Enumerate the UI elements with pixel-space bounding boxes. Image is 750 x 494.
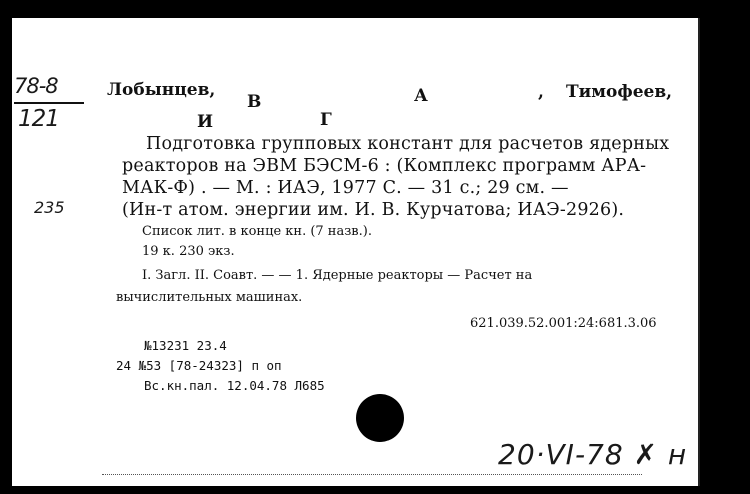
title-line-4: (Ин-т атом. энергии им. И. В. Курчатова; ИАЭ-2926).: [122, 200, 625, 220]
title-line-3: МАК-Ф) . — М. : ИАЭ, 1977 С. — 31 с.; 29 см. —: [122, 178, 569, 198]
author-initial-v: В: [247, 92, 262, 112]
coauthor-surname: Тимофеев,: [566, 82, 673, 102]
registration-line-3: Вс.кн.пал. 12.04.78 Л685: [144, 378, 325, 393]
coauthor-initial-i: И: [197, 112, 214, 132]
date-handwritten: 20·VI-78 ✗ н: [498, 438, 688, 471]
card-bottom-edge: [102, 474, 642, 475]
registration-line-1: №13231 23.4: [144, 338, 227, 353]
shelf-mark-top: 78-8: [14, 74, 58, 98]
tracing-line-1: I. Загл. II. Соавт. — — 1. Ядерные реакторы — Расчет на: [142, 268, 533, 283]
tracing-line-2: вычислительных машинах.: [116, 290, 303, 305]
price-edition-note: 19 к. 230 экз.: [142, 244, 235, 259]
shelf-mark-bottom: 121: [18, 106, 59, 132]
shelf-mark-divider: [14, 102, 84, 104]
udc-code: 621.039.52.001:24:681.3.06: [470, 316, 657, 331]
registration-line-2: 24 №53 [78-24323] п оп: [116, 358, 282, 373]
punch-hole: [356, 394, 404, 442]
bibliography-note: Список лит. в конце кн. (7 назв.).: [142, 224, 372, 239]
author-surname: Лобынцев,: [107, 80, 216, 100]
title-line-2: реакторов на ЭВМ БЭСМ-6 : (Комплекс программ АРА-: [122, 156, 647, 176]
author-comma: ,: [538, 82, 544, 102]
title-line-1: Подготовка групповых констант для расчетов ядерных: [146, 134, 670, 154]
catalog-card: [12, 18, 700, 486]
author-initial-a: А: [414, 86, 428, 106]
side-mark: 235: [34, 198, 65, 217]
coauthor-initial-g: Г: [320, 110, 332, 130]
